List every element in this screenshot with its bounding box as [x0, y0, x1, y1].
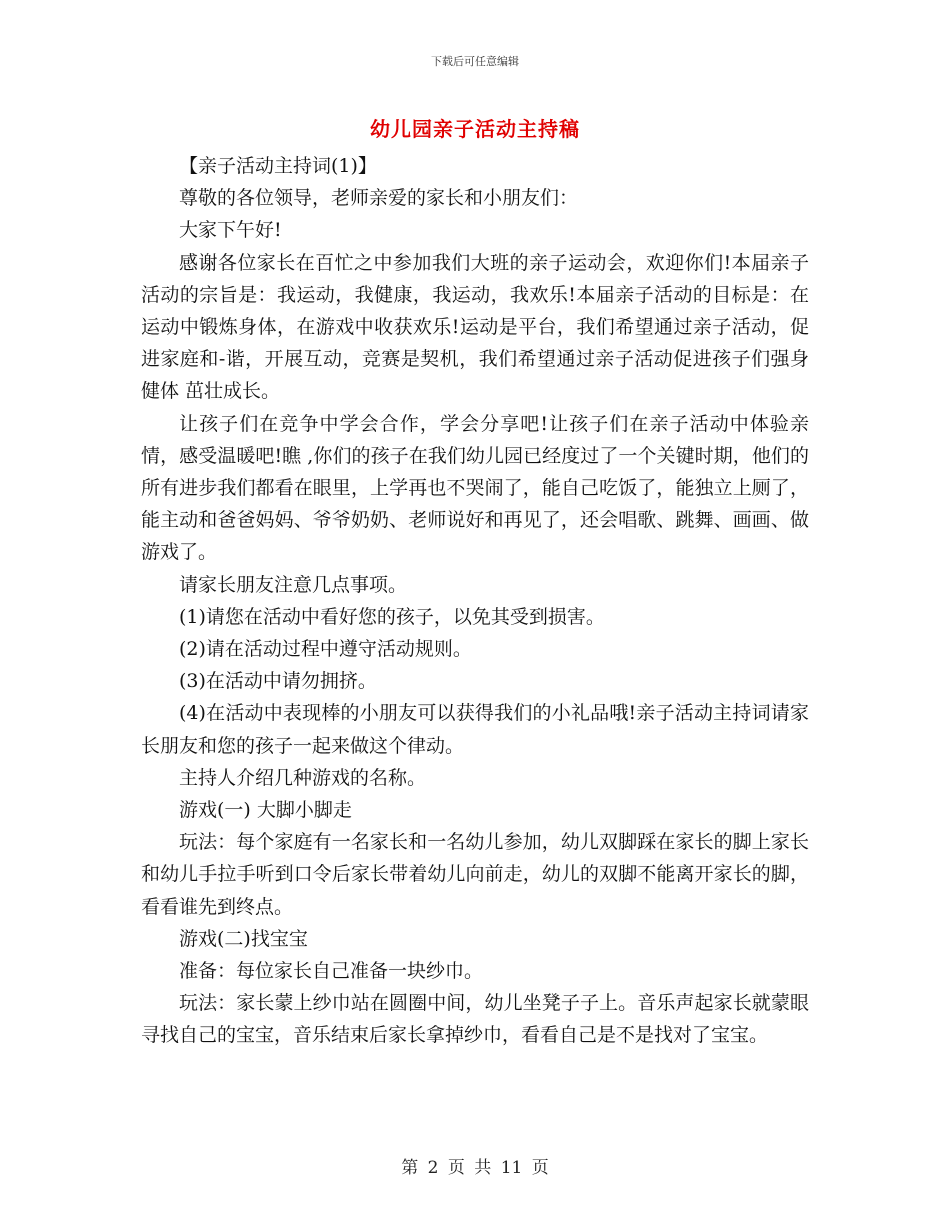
paragraph-notice-4: (4)在活动中表现棒的小朋友可以获得我们的小礼品哦!亲子活动主持词请家长朋友和您的孩子一起来做这个律动。	[141, 702, 809, 757]
paragraph-notice-intro: 请家长朋友注意几点事项。	[179, 573, 408, 596]
paragraph-children-growth: 让孩子们在竞争中学会合作，学会分享吧!让孩子们在亲子活动中体验亲情，感受温暖吧!瞧 ,你们的孩子在我们幼儿园已经度过了一个关键时期，他们的所有进步我们都看在眼里，上学再也不哭闹了，能自己吃饭了，能独立上厕了，能主动和爸爸妈妈、爷爷奶奶、老师说好和再见了，还会唱歌、跳舞、画画、做游戏了。	[141, 412, 809, 564]
paragraph-welcome: 感谢各位家长在百忙之中参加我们大班的亲子运动会，欢迎你们!本届亲子活动的宗旨是：我运动，我健康，我运动，我欢乐!本届亲子活动的目标是：在运动中锻炼身体，在游戏中收获欢乐!运动是平台，我们希望通过亲子活动，促进家庭和-谐，开展互动，竞赛是契机，我们希望通过亲子活动促进孩子们强身健体 茁壮成长。	[141, 251, 809, 403]
document-body	[141, 150, 809, 1052]
paragraph-games-intro: 主持人介绍几种游戏的名称。	[179, 766, 427, 789]
page-number-footer: 第 2 页 共 11 页	[401, 1158, 549, 1178]
paragraph-notice-1: (1)请您在活动中看好您的孩子，以免其受到损害。	[179, 605, 605, 628]
paragraph-game-2-rules: 玩法：家长蒙上纱巾站在圆圈中间，幼儿坐凳子子上。音乐声起家长就蒙眼寻找自己的宝宝，音乐结束后家长拿掉纱巾，看看自己是不是找对了宝宝。	[141, 992, 809, 1047]
paragraph-game-2-prep: 准备：每位家长自己准备一块纱巾。	[179, 960, 484, 983]
document-title: 幼儿园亲子活动主持稿	[370, 117, 580, 141]
paragraph-notice-2: (2)请在活动过程中遵守活动规则。	[179, 638, 472, 661]
paragraph-game-1-rules: 玩法：每个家庭有一名家长和一名幼儿参加，幼儿双脚踩在家长的脚上家长和幼儿手拉手听到口令后家长带着幼儿向前走，幼儿的双脚不能离开家长的脚，看看谁先到终点。	[141, 831, 809, 918]
paragraph-game-2-title: 游戏(二)找宝宝	[179, 927, 308, 950]
paragraph-greeting: 大家下午好!	[179, 219, 282, 242]
paragraph-notice-3: (3)在活动中请勿拥挤。	[179, 670, 377, 693]
header-note: 下载后可任意编辑	[431, 55, 519, 68]
paragraph-section-heading: 【亲子活动主持词(1)】	[179, 155, 377, 177]
paragraph-game-1-title: 游戏(一) 大脚小脚走	[179, 799, 352, 822]
paragraph-salutation: 尊敬的各位领导，老师亲爱的家长和小朋友们：	[179, 187, 579, 210]
